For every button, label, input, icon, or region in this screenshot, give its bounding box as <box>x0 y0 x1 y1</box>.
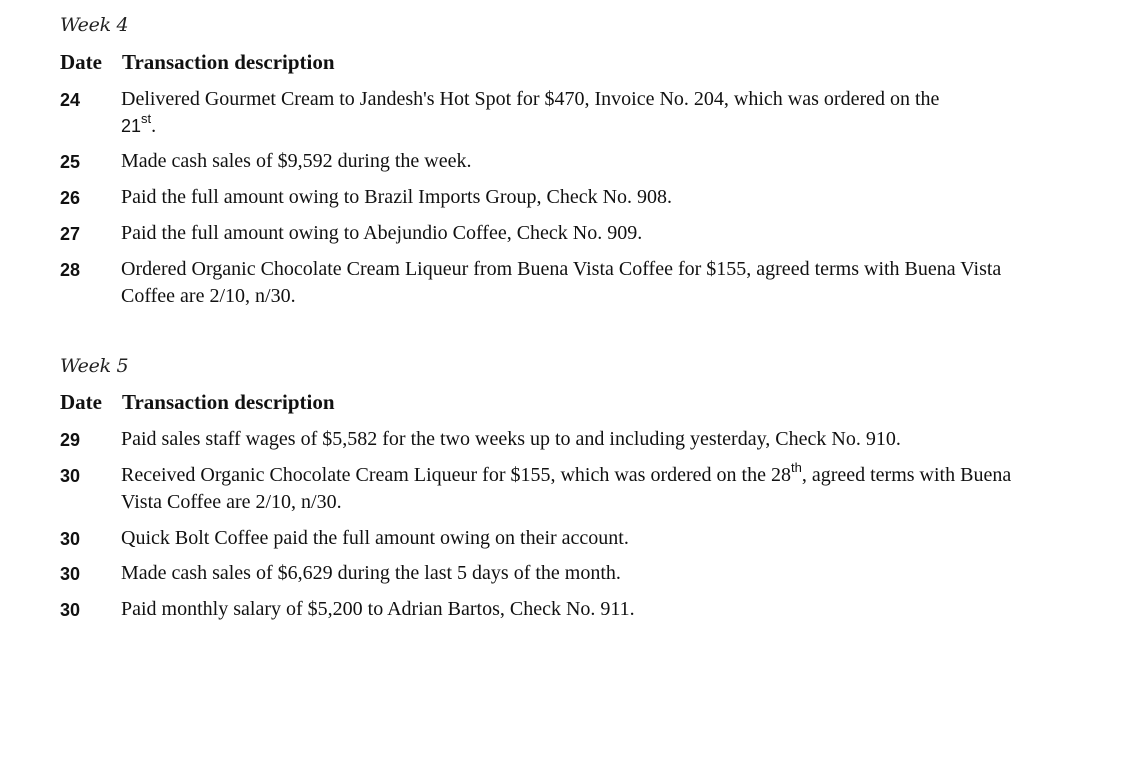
transaction-description: Received Organic Chocolate Cream Liqueur for $155, which was ordered on the 28th, agreed terms with Buena Vista Coffee are 2/10, n/30. <box>121 460 1012 513</box>
transaction-date: 30 <box>60 564 81 584</box>
transaction-row <box>60 596 1060 623</box>
week-5-table-header <box>60 390 335 415</box>
transaction-date: 27 <box>60 224 81 244</box>
date-column-header: Date <box>60 50 102 74</box>
transaction-description: Made cash sales of $6,629 during the last 5 days of the month. <box>121 562 621 584</box>
transaction-date: 30 <box>60 600 81 620</box>
transaction-date: 24 <box>60 90 81 110</box>
transaction-row <box>60 256 1060 310</box>
transaction-date: 26 <box>60 188 81 208</box>
transaction-row <box>60 525 1060 552</box>
transaction-description: Ordered Organic Chocolate Cream Liqueur from Buena Vista Coffee for $155, agreed terms with Buena Vista Coffee are 2/10, n/30. <box>121 258 1002 307</box>
transaction-date: 30 <box>60 466 81 486</box>
description-column-header: Transaction description <box>122 50 335 74</box>
transaction-date: 28 <box>60 260 81 280</box>
transaction-description: Paid sales staff wages of $5,582 for the two weeks up to and including yesterday, Check No. 910. <box>121 428 901 450</box>
transaction-description: Made cash sales of $9,592 during the week. <box>121 150 472 172</box>
date-column-header: Date <box>60 390 102 414</box>
transaction-description: Delivered Gourmet Cream to Jandesh's Hot Spot for $470, Invoice No. 204, which was ordered on the 21st. <box>121 88 940 137</box>
transaction-row <box>60 426 1060 453</box>
transaction-row <box>60 184 1060 211</box>
transaction-row <box>60 148 1060 175</box>
transaction-description: Quick Bolt Coffee paid the full amount owing on their account. <box>121 527 629 549</box>
description-column-header: Transaction description <box>122 390 335 414</box>
week-4-table-header <box>60 50 335 75</box>
week-5-heading: Week 5 <box>60 355 129 377</box>
transaction-row <box>60 462 1060 516</box>
transaction-date: 30 <box>60 529 81 549</box>
transaction-row <box>60 560 1060 587</box>
transaction-row <box>60 220 1060 247</box>
transaction-date: 25 <box>60 152 81 172</box>
transaction-description: Paid the full amount owing to Brazil Imports Group, Check No. 908. <box>121 186 673 208</box>
transaction-description: Paid monthly salary of $5,200 to Adrian Bartos, Check No. 911. <box>121 598 635 620</box>
week-4-heading: Week 4 <box>60 14 129 36</box>
transaction-description: Paid the full amount owing to Abejundio Coffee, Check No. 909. <box>121 222 643 244</box>
transaction-row <box>60 86 1060 140</box>
transaction-date: 29 <box>60 430 81 450</box>
